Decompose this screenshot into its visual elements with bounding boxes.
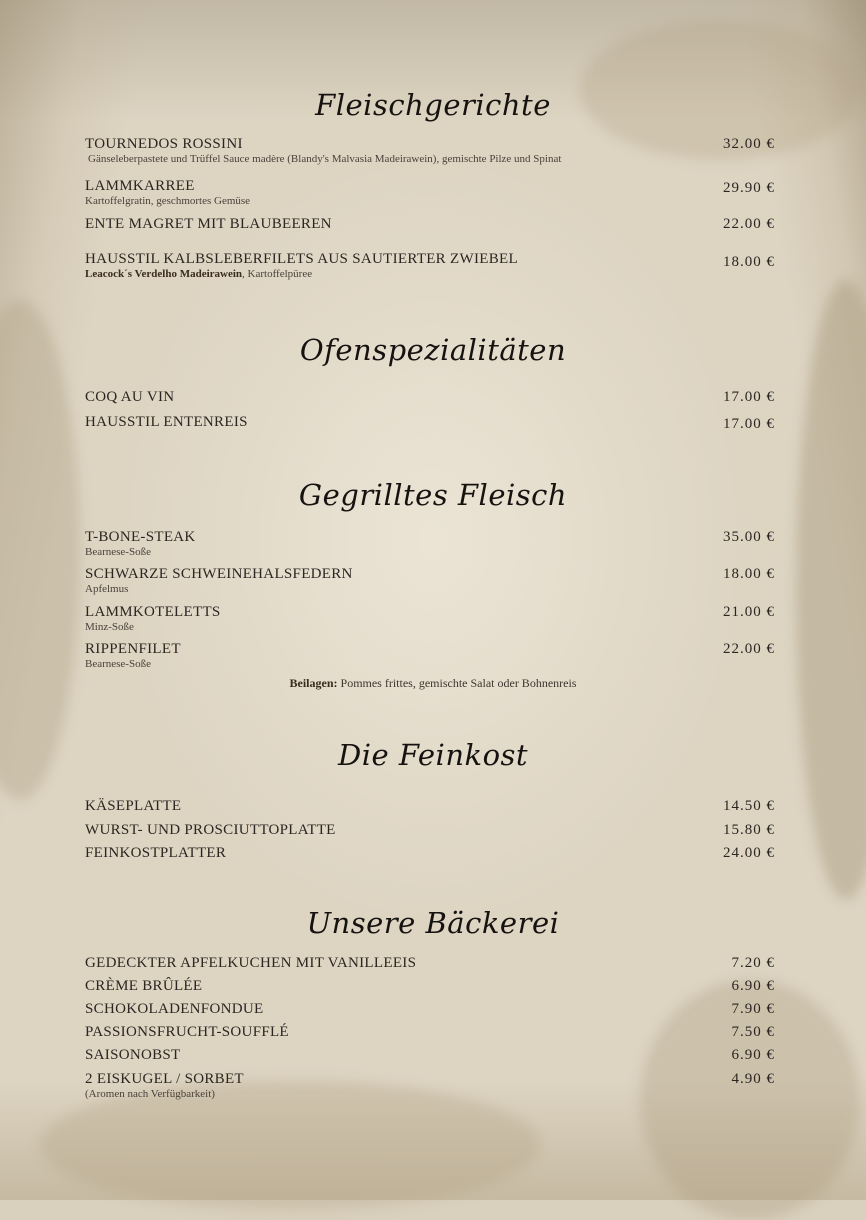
item-price: 29.90 €	[723, 180, 775, 196]
menu-item	[85, 978, 775, 995]
item-price: 6.90 €	[731, 978, 775, 994]
item-description-rest: , Kartoffelpüree	[242, 268, 313, 280]
item-name: HAUSSTIL KALBSLEBERFILETS AUS SAUTIERTER ZWIEBEL	[85, 251, 518, 267]
item-name: GEDECKTER APFELKUCHEN MIT VANILLEEIS	[85, 955, 417, 971]
item-name: SCHOKOLADENFONDUE	[85, 1001, 264, 1017]
item-name: PASSIONSFRUCHT-SOUFFLÉ	[85, 1024, 289, 1040]
item-name: KÄSEPLATTE	[85, 798, 182, 814]
item-description: Bearnese-Soße	[85, 658, 151, 670]
section-title-ofenspezialitaeten: Ofenspezialitäten	[299, 333, 567, 367]
item-name: HAUSSTIL ENTENREIS	[85, 414, 248, 430]
item-price: 35.00 €	[723, 529, 775, 545]
item-price: 7.50 €	[731, 1024, 775, 1040]
item-description: (Aromen nach Verfügbarkeit)	[85, 1088, 215, 1100]
side-dishes-label: Beilagen:	[289, 676, 338, 690]
section-title-die-feinkost: Die Feinkost	[337, 738, 529, 772]
item-description: Kartoffelgratin, geschmortes Gemüse	[85, 195, 251, 207]
section-title-fleischgerichte: Fleischgerichte	[315, 88, 551, 122]
item-price: 14.50 €	[723, 798, 775, 814]
menu-item	[85, 414, 775, 431]
item-name: CRÈME BRÛLÉE	[85, 978, 203, 994]
item-price: 17.00 €	[723, 416, 775, 432]
item-name: SCHWARZE SCHWEINEHALSFEDERN	[85, 566, 353, 582]
menu-item	[85, 389, 775, 406]
side-dishes-note	[0, 676, 866, 691]
item-price: 22.00 €	[723, 216, 775, 232]
item-description: Apfelmus	[85, 583, 129, 595]
menu-item	[85, 251, 775, 280]
item-description: Minz-Soße	[85, 621, 134, 633]
item-price: 32.00 €	[723, 136, 775, 152]
section-title-gegrilltes-fleisch: Gegrilltes Fleisch	[298, 478, 568, 512]
item-name: COQ AU VIN	[85, 389, 175, 405]
item-price: 18.00 €	[723, 566, 775, 582]
menu-item	[85, 1047, 775, 1064]
menu-item	[85, 136, 775, 165]
item-name: T-BONE-STEAK	[85, 529, 196, 545]
item-name: ENTE MAGRET MIT BLAUBEEREN	[85, 216, 332, 232]
item-description	[85, 268, 775, 280]
item-price: 7.20 €	[731, 955, 775, 971]
menu-item	[85, 604, 775, 633]
menu-item	[85, 641, 775, 670]
menu-item	[85, 566, 775, 595]
item-price: 21.00 €	[723, 604, 775, 620]
item-price: 15.80 €	[723, 822, 775, 838]
menu-item	[85, 798, 775, 815]
item-price: 7.90 €	[731, 1001, 775, 1017]
menu-item	[85, 845, 775, 862]
item-name: SAISONOBST	[85, 1047, 181, 1063]
item-name: WURST- UND PROSCIUTTOPLATTE	[85, 822, 336, 838]
item-price: 18.00 €	[723, 254, 775, 270]
item-description: Bearnese-Soße	[85, 546, 151, 558]
menu-item	[85, 1071, 775, 1100]
item-description: Gänseleberpastete und Trüffel Sauce madère (Blandy's Malvasia Madeirawein), gemischte Pilze und Spinat	[88, 153, 562, 165]
item-price: 4.90 €	[731, 1071, 775, 1087]
menu-item	[85, 1024, 775, 1041]
item-price: 6.90 €	[731, 1047, 775, 1063]
item-name: LAMMKOTELETTS	[85, 604, 221, 620]
section-title-unsere-baeckerei: Unsere Bäckerei	[306, 906, 560, 940]
menu-item	[85, 216, 775, 233]
item-name: LAMMKARREE	[85, 178, 195, 194]
item-name: RIPPENFILET	[85, 641, 181, 657]
menu-item	[85, 178, 775, 207]
menu-item	[85, 529, 775, 558]
item-name: FEINKOSTPLATTER	[85, 845, 227, 861]
menu-item	[85, 1001, 775, 1018]
item-name: 2 EISKUGEL / SORBET	[85, 1071, 244, 1087]
item-price: 22.00 €	[723, 641, 775, 657]
menu-item	[85, 822, 775, 839]
side-dishes-text: Pommes frittes, gemischte Salat oder Bohnenreis	[337, 676, 577, 690]
item-name: TOURNEDOS ROSSINI	[85, 136, 243, 152]
item-price: 24.00 €	[723, 845, 775, 861]
menu-item	[85, 955, 775, 972]
wine-name: Leacock´s Verdelho Madeirawein	[85, 268, 243, 280]
item-price: 17.00 €	[723, 389, 775, 405]
